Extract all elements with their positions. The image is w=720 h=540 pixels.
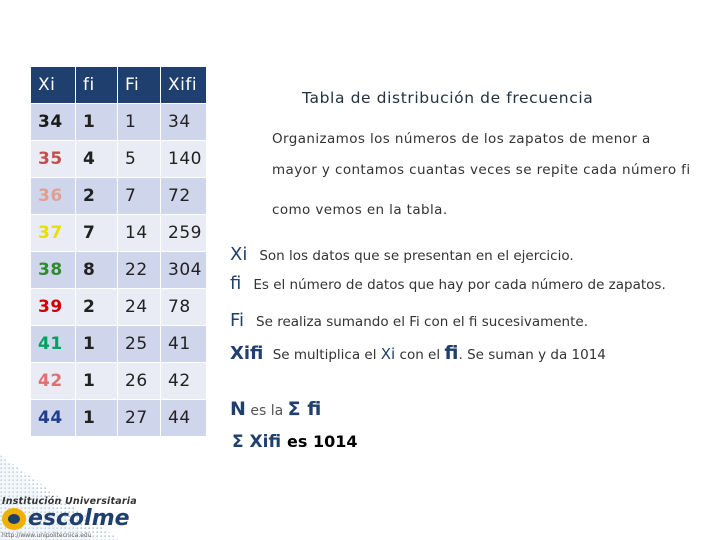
cell-xifi: 44	[161, 400, 207, 437]
definition-Fi	[230, 310, 588, 331]
cell-Fi: 7	[118, 178, 161, 215]
cell-xifi: 78	[161, 289, 207, 326]
header-Fi: Fi	[118, 67, 161, 104]
table-row	[31, 326, 207, 363]
cell-xi: 38	[31, 252, 76, 289]
n-text: es la	[250, 403, 284, 419]
cell-xi: 44	[31, 400, 76, 437]
table-row	[31, 363, 207, 400]
cell-Fi: 24	[118, 289, 161, 326]
cell-xifi: 140	[161, 141, 207, 178]
summary-xifi	[232, 432, 357, 452]
cell-xi: 42	[31, 363, 76, 400]
definition-xifi-inline-fi: fi	[444, 342, 459, 364]
cell-Fi: 26	[118, 363, 161, 400]
logo-name: escolme	[28, 506, 130, 531]
definition-xifi-term: Xifi	[230, 343, 264, 364]
table-header-row	[31, 67, 207, 104]
cell-fi: 8	[76, 252, 118, 289]
table-row	[31, 289, 207, 326]
frequency-table	[30, 66, 207, 437]
table-row	[31, 400, 207, 437]
institution-logo	[2, 496, 137, 539]
n-symbol: N	[230, 398, 246, 420]
definition-fi-term: fi	[230, 273, 242, 294]
cell-fi: 2	[76, 178, 118, 215]
cell-Fi: 14	[118, 215, 161, 252]
cell-xifi: 34	[161, 104, 207, 141]
cell-xifi: 304	[161, 252, 207, 289]
cell-xi: 37	[31, 215, 76, 252]
definition-fi	[230, 273, 666, 294]
definition-xifi-inline-xi: Xi	[380, 345, 396, 363]
definition-Fi-text: Se realiza sumando el Fi con el fi sucesivamente.	[256, 314, 588, 330]
cell-xi: 39	[31, 289, 76, 326]
summary-n	[230, 398, 321, 420]
cell-Fi: 22	[118, 252, 161, 289]
table-row	[31, 252, 207, 289]
cell-Fi: 27	[118, 400, 161, 437]
cell-xi: 35	[31, 141, 76, 178]
cell-fi: 1	[76, 400, 118, 437]
table-row	[31, 141, 207, 178]
cell-xifi: 42	[161, 363, 207, 400]
header-xifi: Xifi	[161, 67, 207, 104]
definition-xifi	[230, 342, 606, 364]
definition-fi-text: Es el número de datos que hay por cada número de zapatos.	[253, 277, 666, 293]
page-title: Tabla de distribución de frecuencia	[302, 89, 594, 107]
xifi-result: es 1014	[287, 432, 358, 451]
definition-Fi-term: Fi	[230, 310, 245, 331]
definition-xi	[230, 244, 574, 265]
sigma-xifi: Σ Xifi	[232, 432, 282, 452]
header-xi: Xi	[31, 67, 76, 104]
paragraph-line-3: como vemos en la tabla.	[272, 202, 448, 218]
cell-fi: 1	[76, 363, 118, 400]
cell-fi: 7	[76, 215, 118, 252]
cell-xi: 36	[31, 178, 76, 215]
cell-Fi: 5	[118, 141, 161, 178]
cell-xifi: 72	[161, 178, 207, 215]
definition-xifi-text-a: Se multiplica el	[272, 347, 377, 363]
sigma-fi: Σ fi	[287, 398, 322, 420]
cell-fi: 2	[76, 289, 118, 326]
logo-mark-icon	[2, 508, 26, 530]
logo-url: http://www.unipolitecnica.edu	[2, 532, 92, 539]
cell-Fi: 25	[118, 326, 161, 363]
header-fi: fi	[76, 67, 118, 104]
cell-Fi: 1	[118, 104, 161, 141]
paragraph-line-1: Organizamos los números de los zapatos de menor a	[272, 131, 651, 147]
cell-xi: 34	[31, 104, 76, 141]
paragraph-line-2: mayor y contamos cuantas veces se repite cada número fi	[272, 162, 691, 178]
table-row	[31, 178, 207, 215]
cell-xifi: 259	[161, 215, 207, 252]
cell-xifi: 41	[161, 326, 207, 363]
table-row	[31, 104, 207, 141]
definition-xi-term: Xi	[230, 244, 248, 265]
cell-xi: 41	[31, 326, 76, 363]
logo-top-text: Institución Universitaria	[2, 496, 137, 507]
cell-fi: 4	[76, 141, 118, 178]
definition-xi-text: Son los datos que se presentan en el ejercicio.	[259, 248, 574, 264]
cell-fi: 1	[76, 326, 118, 363]
definition-xifi-text-c: . Se suman y da 1014	[458, 347, 606, 363]
cell-fi: 1	[76, 104, 118, 141]
definition-xifi-text-b: con el	[399, 347, 441, 363]
table-row	[31, 215, 207, 252]
